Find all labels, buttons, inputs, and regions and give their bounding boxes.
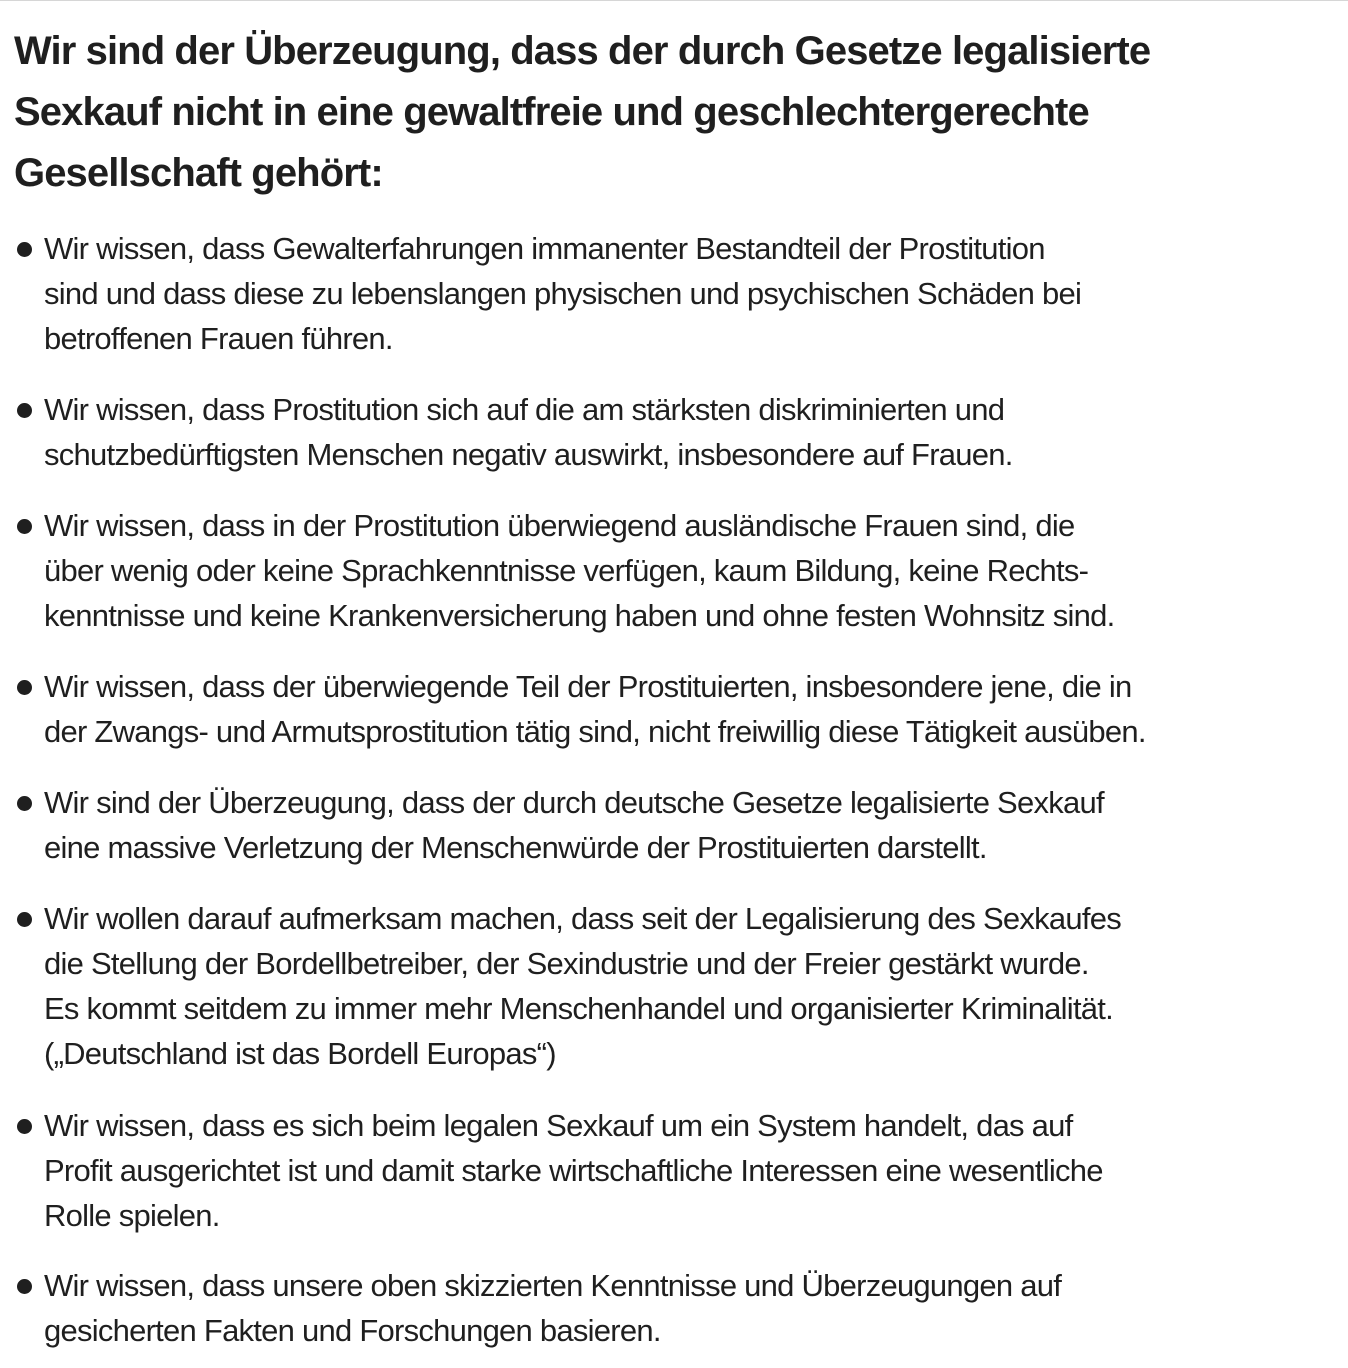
statement-text [44, 780, 1104, 870]
statement-text [44, 226, 1081, 361]
bullet-icon [17, 796, 32, 811]
bullet-icon [17, 1279, 32, 1294]
heading-line: Gesellschaft gehört: [14, 151, 383, 195]
statement-text [44, 387, 1013, 477]
statement-line: Wir wissen, dass es sich beim legalen Sexkauf um ein System handelt, das auf [44, 1108, 1073, 1143]
statement-line: kenntnisse und keine Krankenversicherung haben und ohne festen Wohnsitz sind. [44, 598, 1115, 633]
statement-text [44, 1103, 1103, 1238]
bullet-icon [17, 680, 32, 695]
statement-line: eine massive Verletzung der Menschenwürde der Prostituierten darstellt. [44, 830, 987, 865]
heading [14, 21, 1150, 204]
bullet-icon [17, 242, 32, 257]
statement-text [44, 664, 1146, 754]
statement-line: Wir wissen, dass der überwiegende Teil der Prostituierten, insbesondere jene, die in [44, 669, 1132, 704]
statement-line: sind und dass diese zu lebenslangen physischen und psychischen Schäden bei [44, 276, 1082, 311]
statement-text [44, 896, 1121, 1076]
statement-line: Wir wissen, dass in der Prostitution überwiegend ausländische Frauen sind, die [44, 508, 1075, 543]
bullet-icon [17, 519, 32, 534]
statement-line: Wir sind der Überzeugung, dass der durch deutsche Gesetze legalisierte Sexkauf [44, 785, 1104, 820]
statement-text [44, 503, 1114, 638]
statement-line: Wir wissen, dass unsere oben skizzierten Kenntnisse und Überzeugungen auf [44, 1268, 1062, 1303]
statement-line: die Stellung der Bordellbetreiber, der Sexindustrie und der Freier gestärkt wurde. [44, 946, 1089, 981]
statement-line: der Zwangs- und Armutsprostitution tätig sind, nicht freiwillig diese Tätigkeit ausüben. [44, 714, 1146, 749]
bullet-icon [17, 1119, 32, 1134]
heading-line: Wir sind der Überzeugung, dass der durch Gesetze legalisierte [14, 29, 1151, 73]
bullet-icon [17, 912, 32, 927]
statement-line: Profit ausgerichtet ist und damit starke wirtschaftliche Interessen eine wesentliche [44, 1153, 1103, 1188]
statement-text [44, 1263, 1061, 1353]
statement-line: („Deutschland ist das Bordell Europas“) [44, 1036, 556, 1071]
statement-line: Rolle spielen. [44, 1198, 220, 1233]
statement-line: Wir wollen darauf aufmerksam machen, dass seit der Legalisierung des Sexkaufes [44, 901, 1121, 936]
bullet-icon [17, 403, 32, 418]
statement-line: schutzbedürftigsten Menschen negativ auswirkt, insbesondere auf Frauen. [44, 437, 1013, 472]
statement-line: über wenig oder keine Sprachkenntnisse verfügen, kaum Bildung, keine Rechts- [44, 553, 1089, 588]
statement-line: Wir wissen, dass Gewalterfahrungen immanenter Bestandteil der Prostitution [44, 231, 1045, 266]
heading-line: Sexkauf nicht in eine gewaltfreie und geschlechtergerechte [14, 90, 1089, 134]
statement-line: gesicherten Fakten und Forschungen basieren. [44, 1313, 661, 1348]
statement-line: betroffenen Frauen führen. [44, 321, 393, 356]
statement-line: Es kommt seitdem zu immer mehr Menschenhandel und organisierter Kriminalität. [44, 991, 1114, 1026]
statement-line: Wir wissen, dass Prostitution sich auf die am stärksten diskriminierten und [44, 392, 1005, 427]
